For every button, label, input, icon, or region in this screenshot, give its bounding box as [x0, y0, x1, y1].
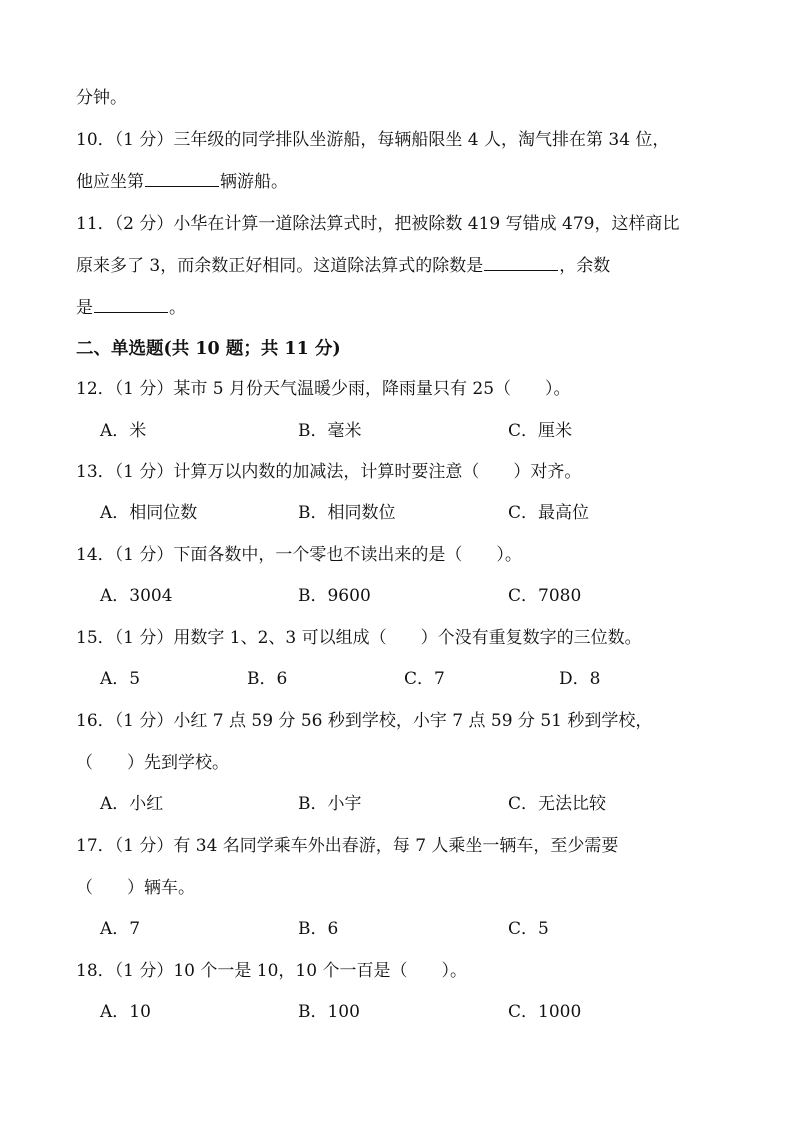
option-a[interactable]: A．5	[100, 669, 141, 689]
options-row	[0, 584, 794, 608]
option-b[interactable]: B．毫米	[298, 421, 362, 441]
q11-text-before-blank-2: 是	[76, 298, 93, 318]
option-c[interactable]: C．1000	[508, 1002, 582, 1022]
options-row	[0, 501, 794, 525]
option-b[interactable]: B．9600	[298, 586, 371, 606]
options-row	[0, 667, 794, 691]
option-a[interactable]: A．3004	[100, 586, 173, 606]
q10-line-2	[76, 170, 288, 194]
q10-text-before-blank: 他应坐第	[76, 172, 144, 192]
question-stem: 17．（1 分）有 34 名同学乘车外出春游，每 7 人乘坐一辆车，至少需要	[76, 836, 619, 856]
option-b[interactable]: B．100	[298, 1002, 360, 1022]
question-stem: 18．（1 分）10 个一是 10，10 个一百是（ ）。	[76, 961, 467, 981]
question-stem: 13．（1 分）计算万以内数的加减法，计算时要注意（ ）对齐。	[76, 462, 582, 482]
option-b[interactable]: B．相同数位	[298, 503, 396, 523]
options-row	[0, 1000, 794, 1024]
section-title: 二、单选题(共 10 题；共 11 分)	[76, 339, 341, 359]
option-c[interactable]: C．7080	[508, 586, 582, 606]
question-stem: 12．（1 分）某市 5 月份天气温暖少雨，降雨量只有 25（ ）。	[76, 379, 571, 399]
q11-line-2	[76, 254, 610, 278]
option-a[interactable]: A．小红	[100, 794, 164, 814]
q11-text-after-blank-2: 。	[169, 298, 186, 318]
options-row	[0, 419, 794, 443]
option-c[interactable]: C．最高位	[508, 503, 590, 523]
option-a[interactable]: A．相同位数	[100, 503, 198, 523]
option-d[interactable]: D．8	[559, 669, 601, 689]
q11-text-after-blank: ，余数	[559, 256, 611, 276]
q11-line-1: 11．（2 分）小华在计算一道除法算式时，把被除数 419 写错成 479，这样商比	[76, 214, 680, 234]
q11-text-before-blank: 原来多了 3，而余数正好相同。这道除法算式的除数是	[76, 256, 484, 276]
question-stem-line-2: （ ）辆车。	[76, 878, 195, 898]
question-stem-line-2: （ ）先到学校。	[76, 753, 229, 773]
q10-answer-blank[interactable]	[145, 170, 219, 187]
option-c[interactable]: C．无法比较	[508, 794, 607, 814]
option-c[interactable]: C．5	[508, 919, 549, 939]
q11-line-3	[76, 296, 186, 320]
q11-divisor-blank[interactable]	[484, 254, 558, 271]
option-a[interactable]: A．米	[100, 421, 147, 441]
q11-remainder-blank[interactable]	[94, 296, 168, 313]
options-row	[0, 917, 794, 941]
option-b[interactable]: B．小宇	[298, 794, 362, 814]
option-b[interactable]: B．6	[247, 669, 288, 689]
options-row	[0, 792, 794, 816]
q10-text-after-blank: 辆游船。	[220, 172, 288, 192]
option-b[interactable]: B．6	[298, 919, 339, 939]
option-c[interactable]: C．7	[404, 669, 445, 689]
q10-line-1: 10．（1 分）三年级的同学排队坐游船，每辆船限坐 4 人，淘气排在第 34 位，	[76, 130, 670, 150]
option-a[interactable]: A．7	[100, 919, 141, 939]
continuation-text: 分钟。	[76, 88, 127, 108]
question-stem: 15．（1 分）用数字 1、2、3 可以组成（ ）个没有重复数字的三位数。	[76, 628, 642, 648]
option-a[interactable]: A．10	[100, 1002, 151, 1022]
question-stem: 16．（1 分）小红 7 点 59 分 56 秒到学校，小宇 7 点 59 分 51 秒到学校，	[76, 711, 653, 731]
option-c[interactable]: C．厘米	[508, 421, 573, 441]
question-stem: 14．（1 分）下面各数中，一个零也不读出来的是（ ）。	[76, 545, 522, 565]
